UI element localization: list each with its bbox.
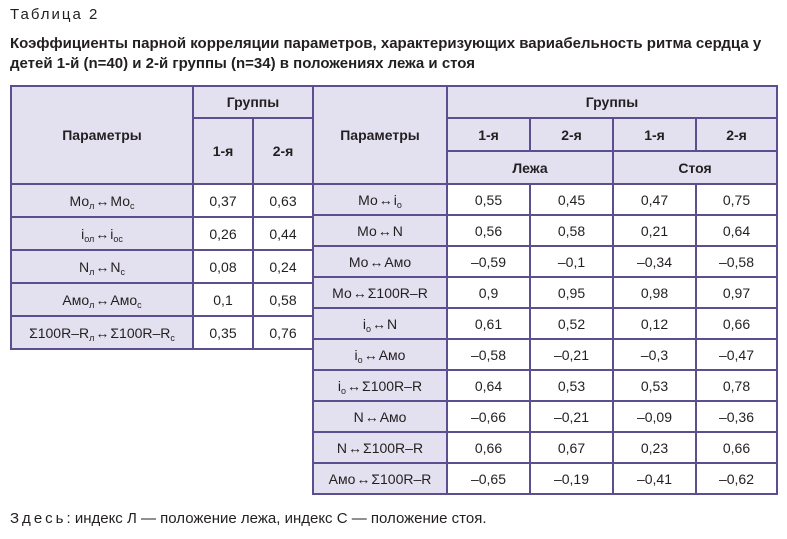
lying-group-1-value: –0,59 — [447, 246, 530, 277]
table-row — [313, 401, 777, 432]
param-a-index: о — [341, 385, 347, 396]
param-pair-cell — [313, 432, 447, 463]
param-b: Σ100R–R — [110, 324, 171, 341]
lying-group-1-value: 0,66 — [447, 432, 530, 463]
param-a: i — [337, 377, 342, 394]
table-row — [11, 217, 313, 250]
bidirectional-arrow-icon: ↔ — [364, 408, 379, 425]
group-1-value: 0,1 — [193, 283, 253, 316]
param-pair-cell — [11, 316, 193, 349]
param-pair-cell — [313, 463, 447, 494]
param-pair-cell — [313, 184, 447, 215]
lying-group-2-value: 0,67 — [530, 432, 613, 463]
table-title: Коэффициенты парной корреляции параметров, характеризующих вариабельность ритма сердца у детей 1-й (n=40) и 2-й группы (n=34) в положениях лежа и стоя — [10, 35, 762, 72]
param-b: Σ100R–R — [367, 284, 428, 301]
standing-group-1-value: –0,34 — [613, 246, 696, 277]
param-a: N — [336, 439, 348, 456]
standing-group-1-value: 0,23 — [613, 432, 696, 463]
standing-group-1-value: 0,53 — [613, 370, 696, 401]
param-pair-cell — [313, 246, 447, 277]
standing-group-1-value: 0,12 — [613, 308, 696, 339]
lying-group-2-value: –0,1 — [530, 246, 613, 277]
param-a: Σ100R–R — [29, 324, 90, 341]
table-row — [313, 432, 777, 463]
table-row — [313, 339, 777, 370]
table-row — [313, 308, 777, 339]
table-row — [313, 184, 777, 215]
table-row — [11, 283, 313, 316]
param-a: i — [81, 225, 85, 242]
bidirectional-arrow-icon: ↔ — [356, 470, 371, 487]
group-1-standing-header: 1-я — [613, 118, 696, 151]
param-a: Мо — [358, 191, 378, 208]
param-b: Амо — [379, 408, 407, 425]
standing-group-1-value: 0,21 — [613, 215, 696, 246]
param-pair-cell — [313, 401, 447, 432]
param-pair-cell — [313, 215, 447, 246]
param-b: Амо — [378, 346, 406, 363]
param-a-index: ол — [84, 233, 95, 244]
param-b-index: с — [120, 266, 125, 277]
param-pair-cell — [313, 308, 447, 339]
bidirectional-arrow-icon: ↔ — [348, 439, 363, 456]
param-a-index: о — [365, 323, 371, 334]
standing-group-2-value: 0,97 — [696, 277, 777, 308]
lying-group-1-value: 0,56 — [447, 215, 530, 246]
table-row — [313, 215, 777, 246]
standing-group-1-value: –0,3 — [613, 339, 696, 370]
table-row — [313, 370, 777, 401]
lying-header: Лежа — [447, 151, 613, 184]
group-2-value: 0,76 — [253, 316, 313, 349]
lying-group-2-value: 0,53 — [530, 370, 613, 401]
bidirectional-arrow-icon: ↔ — [372, 315, 386, 332]
group-1-value: 0,08 — [193, 250, 253, 283]
bidirectional-arrow-icon: ↔ — [363, 346, 378, 363]
group-1-lying-header: 1-я — [447, 118, 530, 151]
param-b: i — [110, 225, 114, 242]
lying-group-2-value: –0,19 — [530, 463, 613, 494]
param-b-index: ос — [113, 233, 123, 244]
footnote-lead: Здесь — [10, 510, 67, 527]
group-2-value: 0,44 — [253, 217, 313, 250]
group-2-value: 0,58 — [253, 283, 313, 316]
param-b: Σ100R–R — [363, 439, 424, 456]
bidirectional-arrow-icon: ↔ — [347, 377, 362, 394]
param-a: N — [78, 258, 90, 275]
params-header: Параметры — [11, 86, 193, 184]
group-2-value: 0,63 — [253, 184, 313, 217]
bidirectional-arrow-icon: ↔ — [95, 291, 110, 308]
groups-header: Группы — [447, 86, 777, 118]
table-number: Таблица 2 — [10, 6, 100, 23]
table-row — [313, 463, 777, 494]
param-a: Мо — [357, 222, 377, 239]
param-pair-cell — [11, 217, 193, 250]
standing-group-2-value: 0,64 — [696, 215, 777, 246]
param-a: i — [362, 315, 366, 332]
param-a: Амо — [328, 470, 356, 487]
param-a: Мо — [69, 192, 90, 209]
standing-group-2-value: –0,36 — [696, 401, 777, 432]
param-pair-cell — [313, 370, 447, 401]
bidirectional-arrow-icon: ↔ — [95, 225, 110, 242]
param-a: Мо — [348, 253, 369, 270]
param-b: i — [393, 191, 397, 208]
param-b: N — [110, 258, 121, 275]
group-1-header: 1-я — [193, 118, 253, 184]
bidirectional-arrow-icon: ↔ — [352, 284, 367, 301]
table-row — [313, 277, 777, 308]
footnote-text: : индекс Л — положение лежа, индекс С — положение стоя. — [66, 510, 487, 527]
standing-group-1-value: –0,41 — [613, 463, 696, 494]
bidirectional-arrow-icon: ↔ — [369, 253, 384, 270]
footnote — [10, 510, 487, 527]
standing-header: Стоя — [613, 151, 777, 184]
lying-group-2-value: 0,95 — [530, 277, 613, 308]
group-2-standing-header: 2-я — [696, 118, 777, 151]
table-row — [11, 316, 313, 349]
bidirectional-arrow-icon: ↔ — [377, 222, 392, 239]
param-pair-cell — [313, 339, 447, 370]
lying-group-2-value: 0,45 — [530, 184, 613, 215]
left-correlation-table — [10, 85, 314, 350]
groups-header: Группы — [193, 86, 313, 118]
param-a: Амо — [62, 291, 90, 308]
lying-group-2-value: 0,52 — [530, 308, 613, 339]
params-header: Параметры — [313, 86, 447, 184]
table-row — [313, 246, 777, 277]
standing-group-2-value: –0,62 — [696, 463, 777, 494]
lying-group-1-value: 0,9 — [447, 277, 530, 308]
standing-group-1-value: 0,98 — [613, 277, 696, 308]
param-b: Амо — [384, 253, 412, 270]
table-row — [11, 250, 313, 283]
lying-group-1-value: –0,58 — [447, 339, 530, 370]
group-2-header: 2-я — [253, 118, 313, 184]
lying-group-1-value: 0,55 — [447, 184, 530, 215]
param-a-index: о — [357, 354, 363, 365]
param-a-index: л — [89, 299, 95, 310]
standing-group-2-value: 0,66 — [696, 432, 777, 463]
param-pair-cell — [11, 283, 193, 316]
param-a: Мо — [332, 284, 352, 301]
lying-group-2-value: –0,21 — [530, 339, 613, 370]
param-a-index: л — [89, 266, 95, 277]
group-2-value: 0,24 — [253, 250, 313, 283]
group-1-value: 0,35 — [193, 316, 253, 349]
param-b-index: о — [396, 199, 402, 210]
param-b: N — [392, 222, 403, 239]
param-pair-cell — [11, 184, 193, 217]
group-1-value: 0,26 — [193, 217, 253, 250]
lying-group-1-value: 0,61 — [447, 308, 530, 339]
table-row — [11, 184, 313, 217]
bidirectional-arrow-icon: ↔ — [95, 324, 110, 341]
bidirectional-arrow-icon: ↔ — [95, 258, 110, 275]
param-a-index: л — [89, 332, 95, 343]
lying-group-2-value: 0,58 — [530, 215, 613, 246]
param-pair-cell — [313, 277, 447, 308]
standing-group-2-value: 0,66 — [696, 308, 777, 339]
standing-group-2-value: 0,78 — [696, 370, 777, 401]
param-b: Амо — [110, 291, 138, 308]
param-b-index: с — [137, 299, 142, 310]
standing-group-2-value: –0,47 — [696, 339, 777, 370]
lying-group-1-value: 0,64 — [447, 370, 530, 401]
standing-group-2-value: –0,58 — [696, 246, 777, 277]
param-b: N — [387, 315, 398, 332]
standing-group-2-value: 0,75 — [696, 184, 777, 215]
standing-group-1-value: 0,47 — [613, 184, 696, 215]
param-b: Σ100R–R — [362, 377, 423, 394]
right-correlation-table — [312, 85, 778, 495]
param-a: i — [354, 346, 358, 363]
lying-group-1-value: –0,66 — [447, 401, 530, 432]
lying-group-2-value: –0,21 — [530, 401, 613, 432]
bidirectional-arrow-icon: ↔ — [95, 192, 110, 209]
group-1-value: 0,37 — [193, 184, 253, 217]
group-2-lying-header: 2-я — [530, 118, 613, 151]
param-b-index: с — [170, 332, 175, 343]
param-b-index: с — [129, 200, 135, 211]
param-a-index: л — [89, 200, 95, 211]
standing-group-1-value: –0,09 — [613, 401, 696, 432]
param-b: Мо — [110, 192, 130, 209]
param-a: N — [353, 408, 364, 425]
bidirectional-arrow-icon: ↔ — [378, 191, 393, 208]
param-pair-cell — [11, 250, 193, 283]
lying-group-1-value: –0,65 — [447, 463, 530, 494]
param-b: Σ100R–R — [371, 470, 432, 487]
